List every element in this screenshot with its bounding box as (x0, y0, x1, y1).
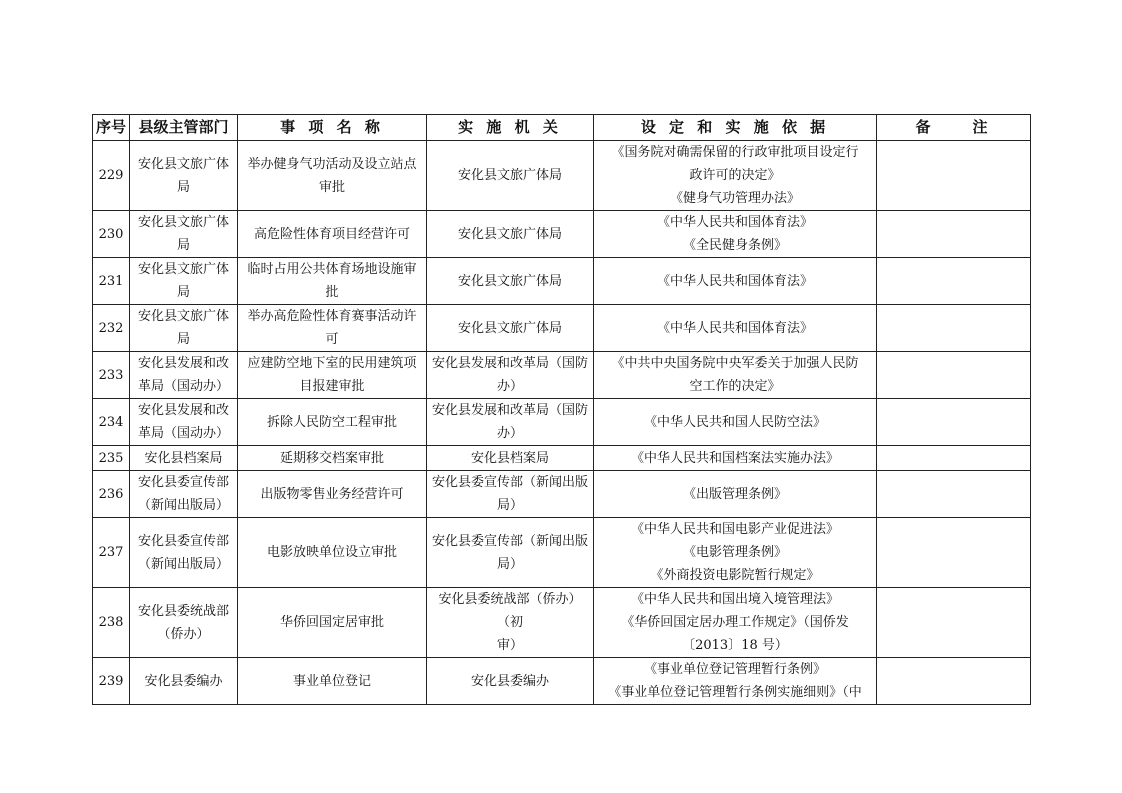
item-name-cell (238, 471, 427, 518)
header-implementing-agency: 实 施 机 关 (427, 115, 594, 141)
table-row (93, 518, 1031, 588)
serial-no-cell-text: 232 (98, 320, 124, 336)
remarks-cell (877, 258, 1031, 305)
legal-basis-cell (594, 471, 877, 518)
legal-basis-line: 政许可的决定》 (689, 168, 781, 183)
legal-basis-cell (594, 211, 877, 258)
department-cell (130, 399, 238, 446)
header-remarks: 备 注 (877, 115, 1031, 141)
agency-cell-text: 安化县档案局 (470, 450, 549, 466)
serial-no-cell (93, 141, 130, 211)
serial-no-cell-text: 236 (98, 486, 124, 502)
item-name-cell (238, 518, 427, 588)
agency-cell (427, 305, 594, 352)
agency-cell-text: 安化县文旅广体局 (457, 226, 562, 242)
item-name-cell-text: 华侨回国定居审批 (279, 615, 384, 630)
department-cell-text: 安化县文旅广体 局 (137, 262, 229, 300)
remarks-cell (877, 352, 1031, 399)
legal-basis-cell (594, 352, 877, 399)
legal-basis-line: 〔2013〕18 号） (682, 638, 788, 653)
registry-table (92, 114, 1031, 705)
serial-no-cell-text: 229 (98, 168, 124, 183)
agency-cell-text: 安化县委宣传部（新闻出版 局） (431, 533, 588, 572)
header-county-department: 县级主管部门 (130, 115, 238, 141)
item-name-cell (238, 352, 427, 399)
header-serial-no: 序号 (93, 115, 130, 141)
legal-basis-line: 《中华人民共和国电影产业促进法》 (630, 522, 839, 537)
remarks-cell (877, 518, 1031, 588)
legal-basis-cell (594, 588, 877, 658)
department-cell-text: 安化县档案局 (144, 450, 223, 466)
department-cell-text: 安化县委宣传部 （新闻出版局） (137, 475, 229, 513)
legal-basis-line: 《中华人民共和国出境入境管理法》 (630, 592, 839, 607)
agency-cell (427, 141, 594, 211)
department-cell (130, 141, 238, 211)
agency-cell-text: 安化县发展和改革局（国防 办） (431, 403, 588, 441)
remarks-cell (877, 211, 1031, 258)
serial-no-cell (93, 588, 130, 658)
department-cell (130, 352, 238, 399)
serial-no-cell (93, 305, 130, 352)
item-name-cell (238, 658, 427, 705)
legal-basis-line: 《事业单位登记管理暂行条例实施细则》（中 (608, 685, 862, 700)
agency-cell (427, 471, 594, 518)
serial-no-cell-text: 234 (98, 414, 124, 430)
remarks-cell (877, 658, 1031, 705)
legal-basis-line: 空工作的决定》 (689, 379, 781, 394)
legal-basis-cell (594, 658, 877, 705)
agency-cell-text: 安化县委宣传部（新闻出版 局） (431, 475, 588, 513)
legal-basis-line: 《外商投资电影院暂行规定》 (650, 568, 820, 583)
header-row (93, 115, 1031, 141)
legal-basis-line: 《华侨回国定居办理工作规定》（国侨发 (621, 615, 849, 630)
department-cell-text: 安化县委统战部 （侨办） (137, 603, 229, 642)
department-cell-text: 安化县文旅广体 局 (137, 309, 229, 347)
agency-cell (427, 518, 594, 588)
department-cell-text: 安化县文旅广体 局 (137, 215, 229, 253)
agency-cell-text: 安化县文旅广体局 (457, 168, 562, 183)
legal-basis-cell (594, 518, 877, 588)
serial-no-cell (93, 518, 130, 588)
serial-no-cell (93, 471, 130, 518)
legal-basis-line: 《事业单位登记管理暂行条例》 (643, 662, 826, 677)
item-name-cell (238, 446, 427, 471)
legal-basis-cell (594, 305, 877, 352)
legal-basis-cell (594, 446, 877, 471)
agency-cell-text: 安化县委统战部（侨办）（初 审） (438, 592, 582, 653)
table-row (93, 211, 1031, 258)
agency-cell (427, 446, 594, 471)
serial-no-cell-text: 230 (98, 226, 124, 242)
table-row (93, 446, 1031, 471)
legal-basis-line: 《出版管理条例》 (682, 486, 787, 502)
serial-no-cell-text: 239 (98, 673, 124, 689)
department-cell-text: 安化县文旅广体 局 (137, 156, 229, 195)
serial-no-cell (93, 352, 130, 399)
legal-basis-line: 《中华人民共和国体育法》 (656, 320, 813, 336)
department-cell (130, 258, 238, 305)
item-name-cell-text: 出版物零售业务经营许可 (260, 486, 404, 502)
department-cell (130, 446, 238, 471)
legal-basis-cell (594, 399, 877, 446)
legal-basis-line: 《中华人民共和国人民防空法》 (643, 414, 826, 430)
item-name-cell-text: 应建防空地下室的民用建筑项 目报建审批 (247, 356, 417, 394)
table-row (93, 399, 1031, 446)
agency-cell-text: 安化县文旅广体局 (457, 320, 562, 336)
item-name-cell-text: 举办高危险性体育赛事活动许 可 (247, 309, 417, 347)
table-row (93, 658, 1031, 705)
legal-basis-line: 《全民健身条例》 (682, 238, 787, 253)
legal-basis-line: 《健身气功管理办法》 (669, 191, 800, 206)
legal-basis-line: 《中华人民共和国档案法实施办法》 (630, 450, 839, 466)
agency-cell-text: 安化县发展和改革局（国防 办） (431, 356, 588, 394)
legal-basis-line: 《中华人民共和国体育法》 (656, 215, 813, 230)
department-cell (130, 588, 238, 658)
item-name-cell-text: 事业单位登记 (292, 673, 371, 689)
legal-basis-cell (594, 258, 877, 305)
table-row (93, 588, 1031, 658)
serial-no-cell (93, 446, 130, 471)
department-cell (130, 211, 238, 258)
table-row (93, 258, 1031, 305)
serial-no-cell (93, 258, 130, 305)
agency-cell (427, 399, 594, 446)
legal-basis-line: 《中共中央国务院中央军委关于加强人民防 (611, 356, 859, 371)
item-name-cell (238, 305, 427, 352)
remarks-cell (877, 399, 1031, 446)
agency-cell (427, 352, 594, 399)
legal-basis-cell (594, 141, 877, 211)
table-row (93, 352, 1031, 399)
agency-cell (427, 258, 594, 305)
item-name-cell (238, 258, 427, 305)
legal-basis-line: 《国务院对确需保留的行政审批项目设定行 (611, 145, 859, 160)
item-name-cell-text: 临时占用公共体育场地设施审 批 (247, 262, 417, 300)
department-cell (130, 518, 238, 588)
serial-no-cell-text: 231 (98, 273, 124, 289)
table-row (93, 471, 1031, 518)
item-name-cell (238, 211, 427, 258)
legal-basis-line: 《电影管理条例》 (682, 545, 787, 560)
serial-no-cell-text: 235 (98, 450, 124, 466)
serial-no-cell (93, 211, 130, 258)
agency-cell (427, 211, 594, 258)
department-cell (130, 305, 238, 352)
item-name-cell-text: 延期移交档案审批 (279, 450, 384, 466)
remarks-cell (877, 471, 1031, 518)
item-name-cell-text: 拆除人民防空工程审批 (266, 414, 397, 430)
department-cell-text: 安化县发展和改 革局（国动办） (137, 403, 229, 441)
serial-no-cell-text: 238 (98, 615, 124, 630)
remarks-cell (877, 446, 1031, 471)
table-body (93, 141, 1031, 705)
department-cell (130, 471, 238, 518)
item-name-cell (238, 141, 427, 211)
agency-cell-text: 安化县文旅广体局 (457, 273, 562, 289)
header-legal-basis: 设 定 和 实 施 依 据 (594, 115, 877, 141)
item-name-cell-text: 高危险性体育项目经营许可 (253, 226, 410, 242)
legal-basis-line: 《中华人民共和国体育法》 (656, 273, 813, 289)
department-cell-text: 安化县委编办 (144, 673, 223, 689)
department-cell-text: 安化县委宣传部 （新闻出版局） (137, 533, 229, 572)
department-cell-text: 安化县发展和改 革局（国动办） (137, 356, 229, 394)
remarks-cell (877, 305, 1031, 352)
serial-no-cell (93, 658, 130, 705)
serial-no-cell-text: 237 (98, 545, 124, 560)
item-name-cell-text: 举办健身气功活动及设立站点 审批 (247, 156, 417, 195)
table-row (93, 305, 1031, 352)
department-cell (130, 658, 238, 705)
item-name-cell (238, 588, 427, 658)
serial-no-cell (93, 399, 130, 446)
agency-cell (427, 588, 594, 658)
header-item-name: 事 项 名 称 (238, 115, 427, 141)
remarks-cell (877, 588, 1031, 658)
agency-cell (427, 658, 594, 705)
agency-cell-text: 安化县委编办 (470, 673, 549, 689)
table-row (93, 141, 1031, 211)
item-name-cell-text: 电影放映单位设立审批 (266, 545, 397, 560)
item-name-cell (238, 399, 427, 446)
remarks-cell (877, 141, 1031, 211)
serial-no-cell-text: 233 (98, 367, 124, 383)
